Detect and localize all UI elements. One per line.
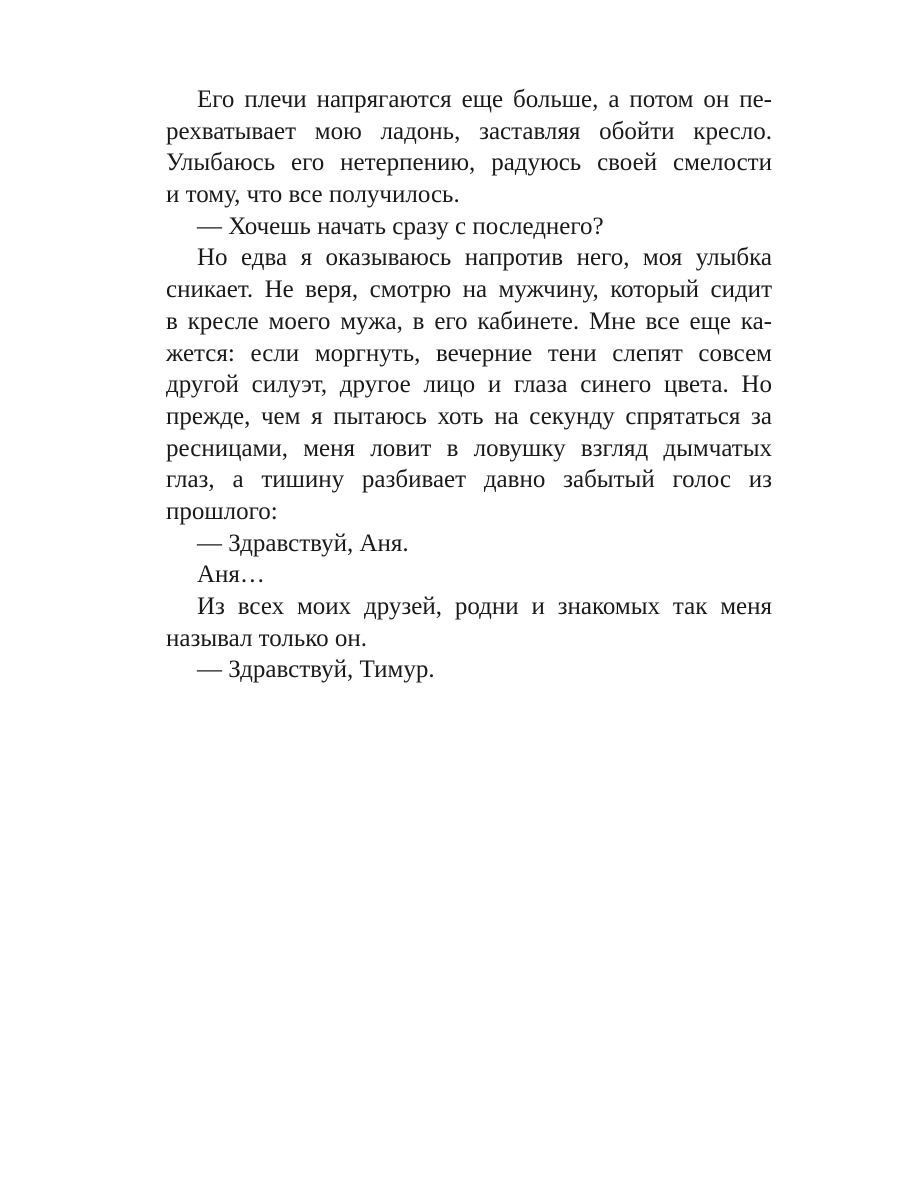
text-line: жется: если моргнуть, вечерние тени слепят совсем xyxy=(166,339,772,367)
text-line: называл только он. xyxy=(166,624,368,652)
book-page-text xyxy=(166,84,772,686)
text-line: рехватывает мою ладонь, заставляя обойти кресло. xyxy=(166,117,772,145)
dialogue-line: — Здравствуй, Тимур. xyxy=(197,656,435,684)
text-line: глаз, а тишину разбивает давно забытый голос из xyxy=(166,466,772,494)
text-line: и тому, что все получилось. xyxy=(166,181,460,209)
text-line: Из всех моих друзей, родни и знакомых так меня xyxy=(197,593,772,620)
text-line: Аня… xyxy=(197,561,265,589)
text-line: другой силуэт, другое лицо и глаза синего цвета. Но xyxy=(166,371,772,399)
text-line: в кресле моего мужа, в его кабинете. Мне все еще ка- xyxy=(166,307,772,335)
text-line: сникает. Не веря, смотрю на мужчину, который сидит xyxy=(166,276,772,304)
dialogue-line: — Хочешь начать сразу с последнего? xyxy=(197,212,604,240)
text-line: Его плечи напрягаются еще больше, а потом он пе- xyxy=(197,86,772,113)
dialogue-line: — Здравствуй, Аня. xyxy=(197,529,409,557)
text-line: прошлого: xyxy=(166,497,278,525)
text-line: Но едва я оказываюсь напротив него, моя улыбка xyxy=(197,244,772,272)
text-line: Улыбаюсь его нетерпению, радуюсь своей смелости xyxy=(166,149,772,177)
text-line: ресницами, меня ловит в ловушку взгляд дымчатых xyxy=(166,434,772,462)
text-line: прежде, чем я пытаюсь хоть на секунду спрятаться за xyxy=(166,402,772,430)
